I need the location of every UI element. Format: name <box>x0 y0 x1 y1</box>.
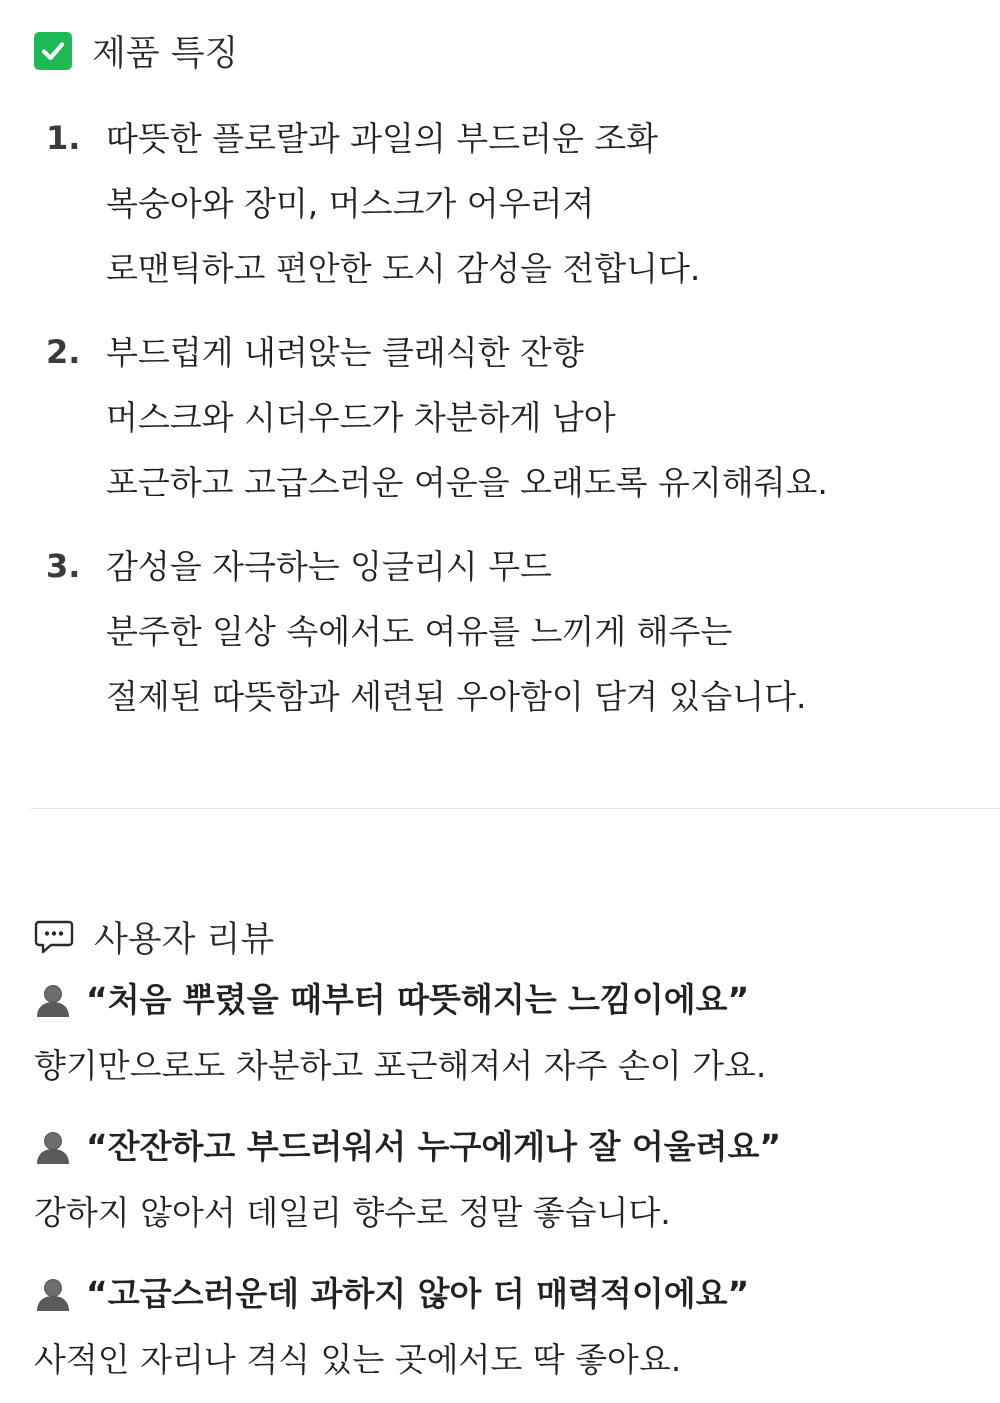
review-3 <box>34 1264 994 1390</box>
feature-line: 머스크와 시더우드가 차분하게 남아 <box>106 398 616 437</box>
person-silhouette-icon <box>34 981 72 1019</box>
feature-line: 감성을 자극하는 잉글리시 무드 <box>106 547 552 586</box>
review-title-row <box>34 1117 994 1177</box>
review-body: 향기만으로도 차분하고 포근해져서 자주 손이 가요. <box>34 1046 767 1085</box>
features-heading-label: 제품 특징 <box>92 34 239 74</box>
feature-item-1 <box>0 106 1000 301</box>
review-2 <box>34 1117 994 1243</box>
speech-bubble-icon <box>34 918 74 956</box>
features-list <box>0 106 1000 748</box>
review-title: “처음 뿌렸을 때부터 따뜻해지는 느낌이에요” <box>86 980 750 1019</box>
feature-item-2 <box>0 320 1000 515</box>
feature-line: 절제된 따뜻함과 세련된 우아함이 담겨 있습니다. <box>106 677 807 716</box>
feature-line: 부드럽게 내려앉는 클래식한 잔향 <box>106 333 584 372</box>
feature-line: 분주한 일상 속에서도 여유를 느끼게 해주는 <box>106 612 733 651</box>
check-mark-icon <box>34 32 72 70</box>
feature-number: 1. <box>46 119 81 157</box>
feature-line: 로맨틱하고 편안한 도시 감성을 전합니다. <box>106 249 701 288</box>
feature-item-3 <box>0 534 1000 729</box>
person-silhouette-icon <box>34 1128 72 1166</box>
feature-line: 복숭아와 장미, 머스크가 어우러져 <box>106 184 595 223</box>
feature-number: 3. <box>46 547 81 585</box>
review-title: “잔잔하고 부드러워서 누구에게나 잘 어울려요” <box>86 1127 782 1166</box>
reviews-heading <box>34 912 274 962</box>
feature-line: 따뜻한 플로랄과 과일의 부드러운 조화 <box>106 119 659 158</box>
feature-number: 2. <box>46 333 81 371</box>
person-silhouette-icon <box>34 1275 72 1313</box>
review-body: 강하지 않아서 데일리 향수로 정말 좋습니다. <box>34 1193 671 1232</box>
reviews-heading-label: 사용자 리뷰 <box>94 920 275 960</box>
review-title-row <box>34 1264 994 1324</box>
review-title-row <box>34 970 994 1030</box>
features-heading <box>34 26 238 76</box>
section-divider <box>30 808 1000 809</box>
review-body: 사적인 자리나 격식 있는 곳에서도 딱 좋아요. <box>34 1340 682 1379</box>
review-title: “고급스러운데 과하지 않아 더 매력적이에요” <box>86 1274 750 1313</box>
feature-line: 포근하고 고급스러운 여운을 오래도록 유지해줘요. <box>106 463 828 502</box>
review-1 <box>34 970 994 1096</box>
